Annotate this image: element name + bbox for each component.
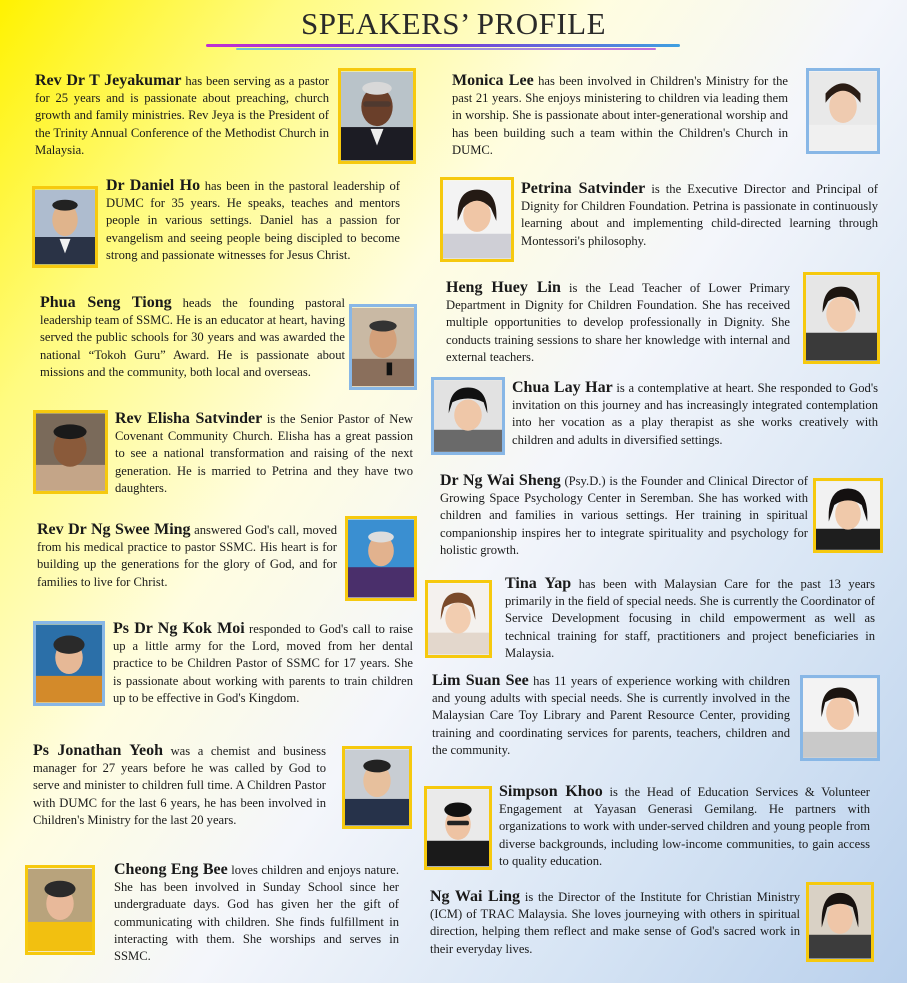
- speaker-name: Lim Suan See: [432, 672, 529, 689]
- speaker-description: has been in the pastoral leadership of DUMC for 35 years. He speaks, teaches and mentors people in various settings. Daniel has a passion for evangelism and seeing people being discipled to become strong and passionate witnesses for Jesus Christ.: [106, 179, 401, 262]
- speaker-bio-jeyakumar: [35, 72, 329, 159]
- speaker-bio-heng-huey-lin: [446, 279, 790, 366]
- speaker-description: is the Executive Director and Principal of Dignity for Children Foundation. Petrina is passionate in continuously learning about and implementing child-directed learning through Montessori's philosophy.: [521, 182, 878, 248]
- speaker-bio-phua-seng-tiong: [40, 294, 345, 381]
- speaker-bio-chua-lay-har: [512, 379, 878, 449]
- speaker-name: Heng Huey Lin: [446, 279, 561, 296]
- speaker-name: Rev Dr T Jeyakumar: [35, 72, 182, 89]
- speaker-bio-ng-kok-moi: [113, 620, 413, 707]
- speaker-description: is a contemplative at heart. She responded to God's invitation on this journey and has increasingly integrated contemplation into her vocation as a play therapist as she works creatively with children and adults in diversified settings.: [512, 381, 878, 447]
- speaker-name: Tina Yap: [505, 575, 572, 592]
- speaker-name: Rev Elisha Satvinder: [115, 410, 263, 427]
- speaker-name: Simpson Khoo: [499, 783, 603, 800]
- speaker-description: was a chemist and business manager for 27 years before he was called by God to serve and minister to children full time. A Children Pastor with DUMC for the last 6 years, he has been involved in Children's Ministry for the last 20 years.: [33, 744, 326, 827]
- speaker-bio-daniel-ho: [106, 177, 400, 264]
- speaker-name: Ps Dr Ng Kok Moi: [113, 620, 245, 637]
- speaker-description: is the Director of the Institute for Christian Ministry (ICM) of TRAC Malaysia. She loves journeying with others in spiritual direction, helping them reflect and make sense of God's sacred work in their everyday lives.: [430, 890, 800, 956]
- speaker-photo-chua-lay-har: [431, 377, 505, 455]
- speaker-photo-simpson-khoo: [424, 786, 492, 870]
- speaker-description: has 11 years of experience working with children and young adults with special needs. She is currently involved in the Malaysian Care Toy Library and Parent Resource Center, providing training and coordinating services for parents, teachers, children and the community.: [432, 674, 790, 757]
- speaker-name: Ng Wai Ling: [430, 888, 521, 905]
- speaker-name: Dr Ng Wai Sheng: [440, 472, 561, 489]
- speaker-photo-lim-suan-see: [800, 675, 880, 761]
- speaker-name: Dr Daniel Ho: [106, 177, 201, 194]
- speaker-description: answered God's call, moved from his medical practice to pastor SSMC. His heart is for building up the generations for the glory of God, and for families to live for Christ.: [37, 523, 337, 589]
- speaker-photo-petrina-satvinder: [440, 177, 514, 262]
- speaker-photo-cheong-eng-bee: [25, 865, 95, 955]
- speaker-photo-tina-yap: [425, 580, 492, 658]
- speaker-bio-lim-suan-see: [432, 672, 790, 759]
- speaker-name: Monica Lee: [452, 72, 534, 89]
- speaker-photo-phua-seng-tiong: [349, 304, 417, 390]
- speaker-name: Ps Jonathan Yeoh: [33, 742, 164, 759]
- speaker-photo-ng-wai-ling: [806, 882, 874, 962]
- speaker-description: loves children and enjoys nature. She has been involved in Sunday School since her undergraduate days. God has given her the gift of communicating with children. She finds fulfillment in interacting with them. She worships and serves in SSMC.: [114, 863, 400, 964]
- speaker-photo-monica-lee: [806, 68, 880, 154]
- speaker-bio-tina-yap: [505, 575, 875, 662]
- speaker-name: Chua Lay Har: [512, 379, 613, 396]
- speaker-photo-heng-huey-lin: [803, 272, 880, 364]
- speaker-description: is the Founder and Clinical Director of Growing Space Psychology Center in Seremban. She has worked with children and families in various settings. Her training in spiritual companionship inspires her to integrate spirituality and psychology for holistic growth.: [440, 474, 808, 557]
- speaker-photo-daniel-ho: [32, 186, 98, 268]
- speaker-bio-ng-swee-ming: [37, 521, 337, 591]
- speaker-name: Phua Seng Tiong: [40, 294, 172, 311]
- speaker-bio-simpson-khoo: [499, 783, 870, 870]
- speaker-bio-monica-lee: [452, 72, 788, 159]
- speaker-bio-cheong-eng-bee: [114, 861, 399, 965]
- speaker-photo-jeyakumar: [338, 68, 416, 164]
- speaker-description: is the Lead Teacher of Lower Primary Department in Dignity for Children Foundation. She has received multiple opportunities to develop professionally in Dignity. She conducts training sessions to share her knowledge with internal and external teachers.: [446, 281, 790, 364]
- speaker-name: Cheong Eng Bee: [114, 861, 228, 878]
- speaker-description: has been serving as a pastor for 25 years and is passionate about preaching, church growth and family ministries. Rev Jeya is the President of the Trinity Annual Conference of the Methodist Church in Malaysia.: [35, 74, 329, 157]
- title-underline: [206, 44, 680, 50]
- speaker-name-suffix: (Psy.D.): [560, 474, 606, 488]
- speaker-photo-ng-wai-sheng: [813, 478, 883, 553]
- speaker-description: has been involved in Children's Ministry for the past 21 years. She enjoys ministering to children via leading them in worship. She is passionate about inter-generational worship and has been building such a team within the Children's Church in DUMC.: [452, 74, 789, 157]
- speaker-name: Petrina Satvinder: [521, 180, 646, 197]
- speaker-description: heads the founding pastoral leadership team of SSMC. He is an educator at heart, having served the public schools for 30 years and was awarded the national “Tokoh Guru” Award. He is passionate about missions and the community, both local and overseas.: [40, 296, 345, 379]
- speaker-description: is the Head of Education Services & Volunteer Engagement at Yayasan Generasi Gemilang. He partners with organizations to work with under-served children and young people from diverse backgrounds, including low-income communities, to gain access to quality education.: [499, 785, 870, 868]
- speaker-bio-ng-wai-ling: [430, 888, 800, 958]
- speaker-description: is the Senior Pastor of New Covenant Community Church. Elisha has a great passion to see a national transformation and raising of the next generation. He is married to Petrina and they have two daughters.: [115, 412, 414, 495]
- speaker-bio-petrina-satvinder: [521, 180, 878, 250]
- page-title: SPEAKERS’ PROFILE: [300, 6, 607, 41]
- speaker-bio-elisha-satvinder: [115, 410, 413, 497]
- speaker-description: responded to God's call to raise up a little army for the Lord, moved from her dental practice to be Children Pastor of SSMC for 17 years. She is passionate about working with parents to train children up to be effective in God's Kingdom.: [113, 622, 413, 705]
- speaker-photo-ng-swee-ming: [345, 516, 417, 601]
- speaker-photo-jonathan-yeoh: [342, 746, 412, 829]
- speaker-bio-ng-wai-sheng: [440, 472, 808, 559]
- speaker-bio-jonathan-yeoh: [33, 742, 326, 829]
- speaker-photo-ng-kok-moi: [33, 621, 105, 706]
- speaker-description: has been with Malaysian Care for the past 13 years primarily in the field of special needs. She is currently the Coordinator of Service Development focusing in child empowerment as well as technical training for staff, practitioners and project beneficiaries in Malaysia.: [505, 577, 875, 660]
- speaker-photo-elisha-satvinder: [33, 410, 108, 494]
- speaker-name: Rev Dr Ng Swee Ming: [37, 521, 191, 538]
